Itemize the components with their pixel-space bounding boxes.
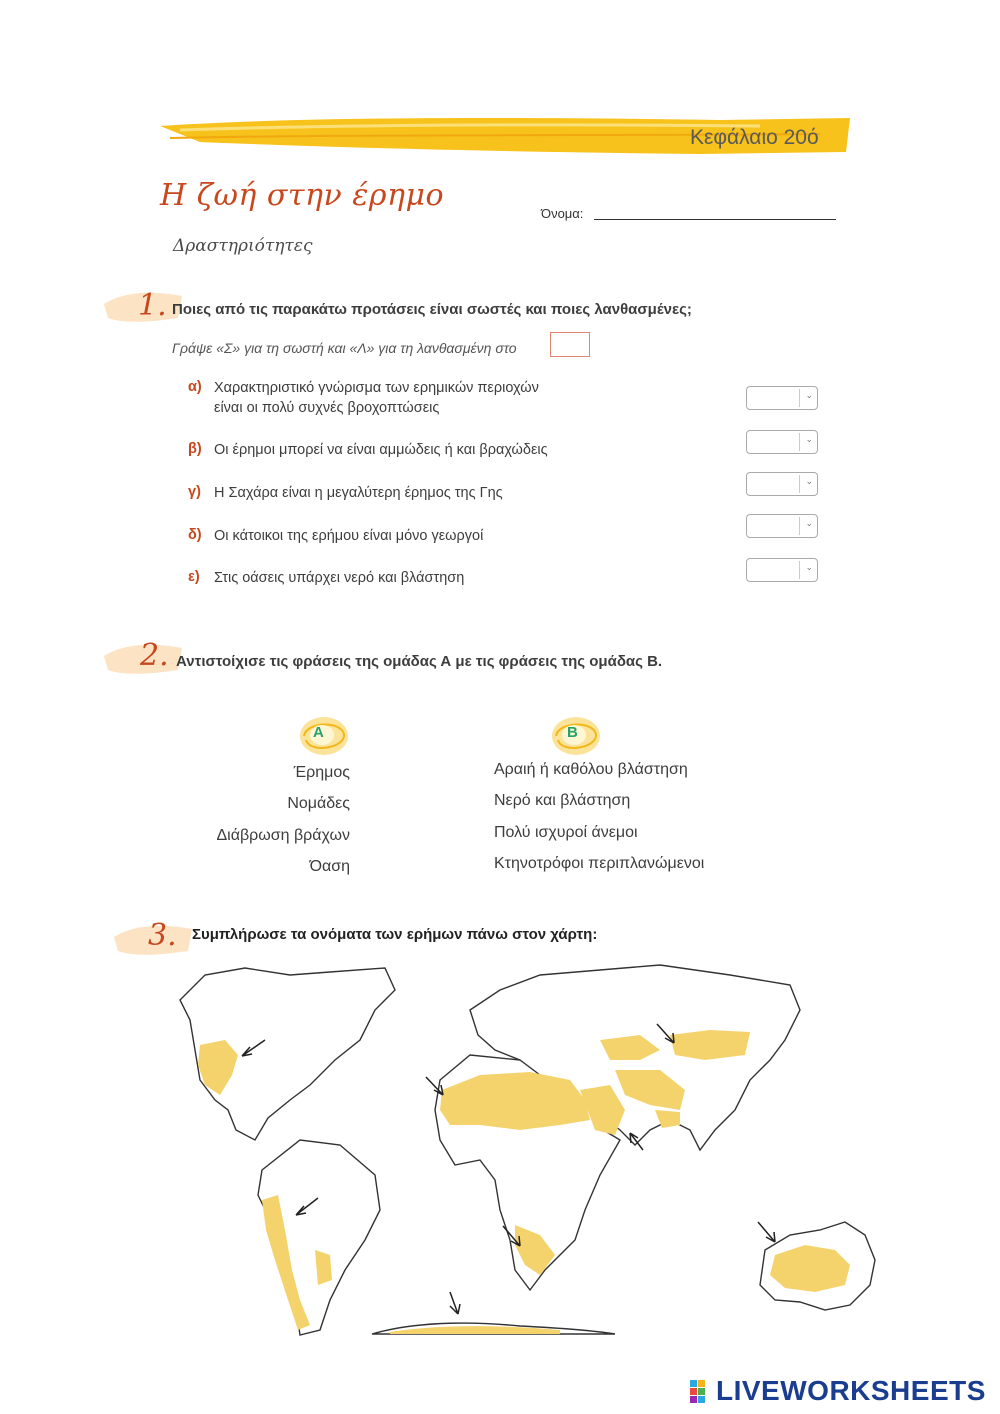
q1-item-text: Στις οάσεις υπάρχει νερό και βλάστηση bbox=[214, 570, 465, 586]
group-a-label: A bbox=[313, 724, 324, 741]
answer-select-c[interactable] bbox=[746, 472, 818, 496]
answer-select-d[interactable] bbox=[746, 514, 818, 538]
group-a-item[interactable]: Όαση bbox=[309, 858, 350, 875]
q1-title: Ποιες από τις παρακάτω προτάσεις είναι σωστές και ποιες λανθασμένες; bbox=[172, 301, 692, 318]
page-title: Η ζωή στην έρημο bbox=[160, 178, 445, 213]
name-label: Όνομα: bbox=[541, 206, 584, 221]
instruction-sample-box bbox=[550, 332, 590, 357]
arrow-antarctica bbox=[450, 1292, 460, 1314]
group-b-item[interactable]: Αραιή ή καθόλου βλάστηση bbox=[494, 761, 688, 778]
q2-number: 2. bbox=[140, 638, 169, 673]
q3-number: 3. bbox=[148, 918, 177, 953]
chevron-down-icon: ⌄ bbox=[805, 476, 813, 486]
chevron-down-icon: ⌄ bbox=[805, 434, 813, 444]
q1-item-letter: δ) bbox=[188, 527, 202, 543]
group-b-item[interactable]: Κτηνοτρόφοι περιπλανώμενοι bbox=[494, 855, 705, 872]
gobi-desert bbox=[670, 1030, 750, 1060]
q1-item-letter: γ) bbox=[188, 484, 201, 500]
q2-title: Αντιστοίχισε τις φράσεις της ομάδας Α με τις φράσεις της ομάδας Β. bbox=[176, 653, 663, 670]
q3-title: Συμπλήρωσε τα ονόματα των ερήμων πάνω στον χάρτη: bbox=[192, 926, 598, 943]
group-b-label: B bbox=[567, 724, 578, 741]
world-desert-map bbox=[160, 955, 890, 1340]
group-a-badge bbox=[296, 714, 352, 758]
q1-number: 1. bbox=[138, 288, 167, 323]
chevron-down-icon: ⌄ bbox=[805, 518, 813, 528]
q1-item-letter: β) bbox=[188, 441, 202, 457]
name-input-line[interactable] bbox=[594, 219, 836, 220]
q1-item-letter: ε) bbox=[188, 569, 200, 585]
answer-select-b[interactable] bbox=[746, 430, 818, 454]
q1-item-letter: α) bbox=[188, 379, 202, 395]
group-b-item[interactable]: Νερό και βλάστηση bbox=[494, 792, 631, 809]
q1-item-text: Οι κάτοικοι της ερήμου είναι μόνο γεωργοί bbox=[214, 528, 484, 544]
arrow-australia bbox=[758, 1222, 775, 1242]
answer-select-a[interactable] bbox=[746, 386, 818, 410]
liveworksheets-logo-icon bbox=[690, 1380, 714, 1404]
group-a-item[interactable]: Διάβρωση βράχων bbox=[216, 827, 350, 844]
q1-item-text: Οι έρημοι μπορεί να είναι αμμώδεις ή και βραχώδεις bbox=[214, 442, 548, 458]
chevron-down-icon: ⌄ bbox=[805, 562, 813, 572]
group-a-item[interactable]: Νομάδες bbox=[287, 795, 350, 812]
q1-item-text: Χαρακτηριστικό γνώρισμα των ερημικών περιοχών είναι οι πολύ συχνές βροχοπτώσεις bbox=[214, 380, 539, 416]
q1-instruction: Γράψε «Σ» για τη σωστή και «Λ» για τη λανθασμένη στο bbox=[172, 340, 517, 356]
q1-item-text: Η Σαχάρα είναι η μεγαλύτερη έρημος της Γης bbox=[214, 485, 503, 501]
chapter-label: Κεφάλαιο 20ό bbox=[690, 126, 819, 149]
liveworksheets-logo: LIVEWORKSHEETS bbox=[716, 1375, 986, 1406]
chevron-down-icon: ⌄ bbox=[805, 390, 813, 400]
answer-select-e[interactable] bbox=[746, 558, 818, 582]
group-a-item[interactable]: Έρημος bbox=[293, 764, 350, 781]
group-b-item[interactable]: Πολύ ισχυροί άνεμοι bbox=[494, 824, 638, 841]
page-subtitle: Δραστηριότητες bbox=[173, 236, 313, 256]
